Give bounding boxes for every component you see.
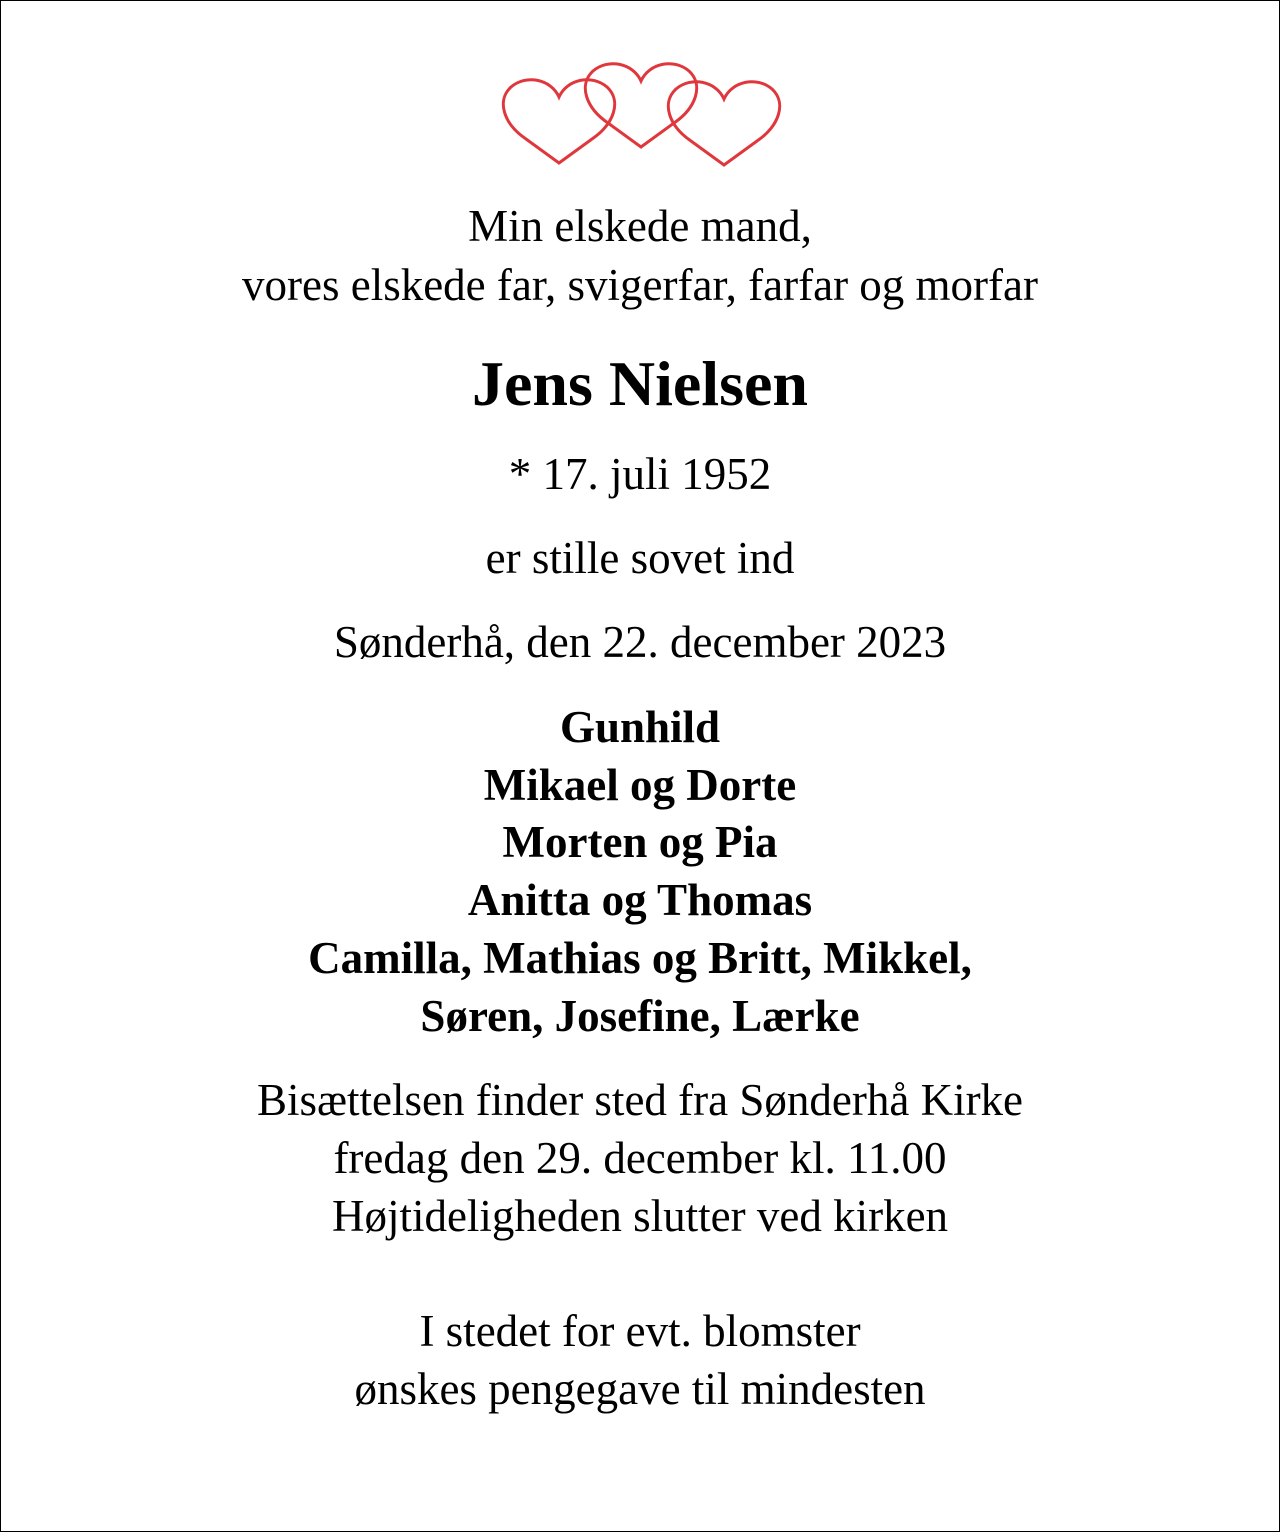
family-line: Camilla, Mathias og Britt, Mikkel, xyxy=(308,933,972,983)
family-line: Gunhild xyxy=(559,702,721,752)
deceased-name: Jens Nielsen xyxy=(472,348,808,419)
family-line: Morten og Pia xyxy=(502,817,778,867)
family-line: Mikael og Dorte xyxy=(483,760,797,810)
funeral-line: Bisættelsen finder sted fra Sønderhå Kirke xyxy=(256,1075,1024,1125)
birth-date: * 17. juli 1952 xyxy=(508,449,772,499)
funeral-line: Højtideligheden slutter ved kirken xyxy=(331,1191,949,1241)
intro-line: Min elskede mand, xyxy=(468,201,812,251)
three-linked-hearts-icon xyxy=(496,59,786,174)
funeral-line: fredag den 29. december kl. 11.00 xyxy=(333,1133,947,1183)
passed-text: er stille sovet ind xyxy=(485,533,795,583)
donation-line: ønskes pengegave til mindesten xyxy=(354,1364,926,1414)
intro-line: vores elskede far, svigerfar, farfar og morfar xyxy=(242,260,1038,310)
family-line: Anitta og Thomas xyxy=(467,875,813,925)
place-date: Sønderhå, den 22. december 2023 xyxy=(333,617,947,667)
family-line: Søren, Josefine, Lærke xyxy=(420,991,860,1041)
donation-line: I stedet for evt. blomster xyxy=(419,1306,861,1356)
